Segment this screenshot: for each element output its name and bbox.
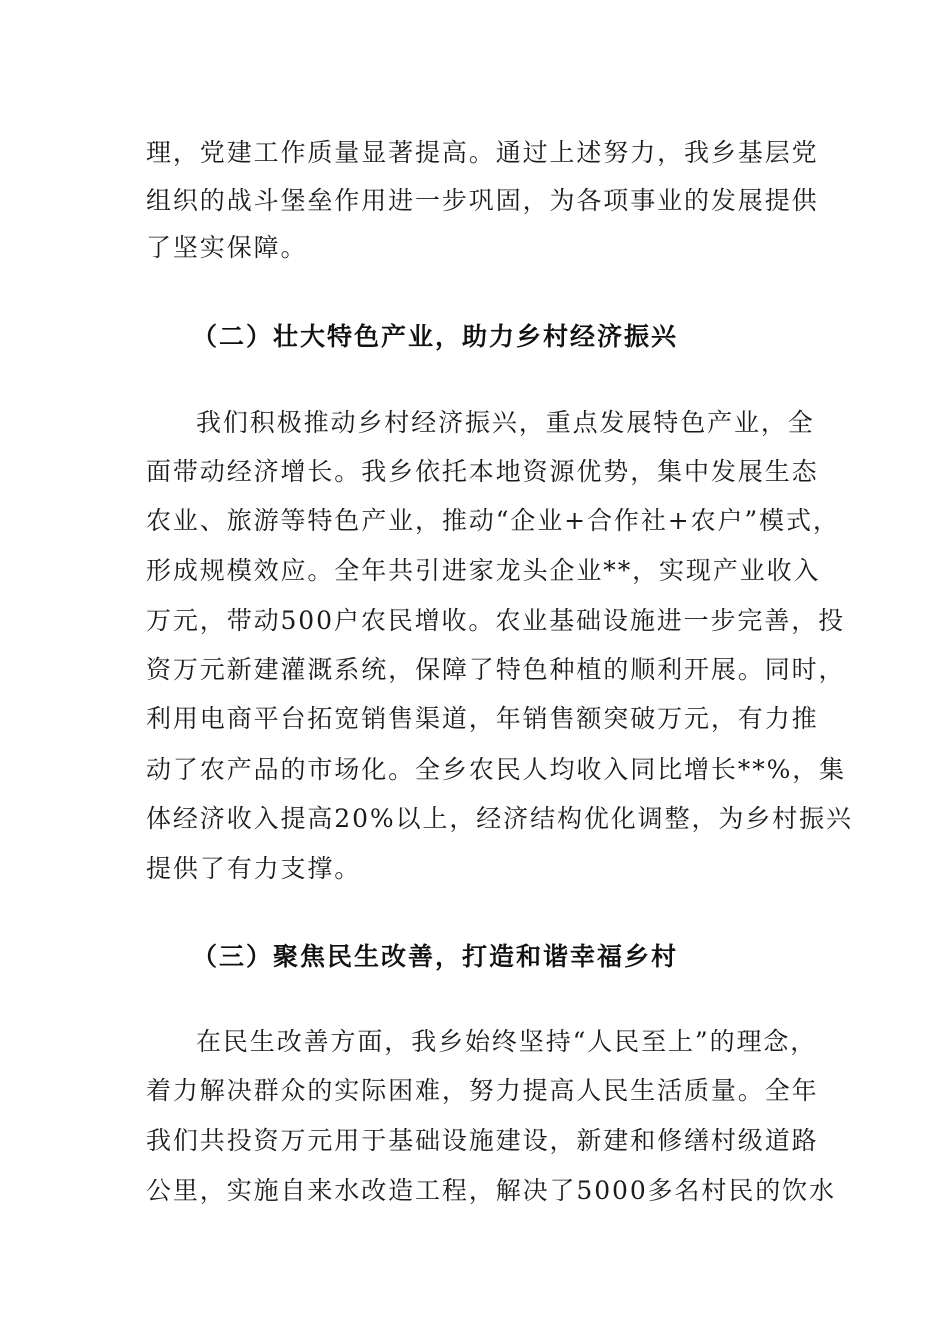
paragraph-line: 着力解决群众的实际困难，努力提高人民生活质量。全年 <box>146 1076 819 1105</box>
paragraph-line: 动了农产品的市场化。全乡农民人均收入同比增长**%，集 <box>146 755 847 784</box>
paragraph-line: 万元，带动500户农民增收。农业基础设施进一步完善，投 <box>146 606 846 635</box>
paragraph-line: 形成规模效应。全年共引进家龙头企业**，实现产业收入 <box>146 556 821 585</box>
section-heading: （三）聚焦民生改善，打造和谐幸福乡村 <box>192 942 679 971</box>
paragraph-line: 理，党建工作质量显著提高。通过上述努力，我乡基层党 <box>146 138 819 167</box>
paragraph-line: 在民生改善方面，我乡始终坚持“人民至上”的理念， <box>196 1027 818 1056</box>
paragraph-line: 提供了有力支撑。 <box>146 854 362 883</box>
paragraph-line: 资万元新建灌溉系统，保障了特色种植的顺利开展。同时， <box>146 655 846 684</box>
paragraph-line: 我们积极推动乡村经济振兴，重点发展特色产业，全 <box>196 408 815 437</box>
paragraph-line: 组织的战斗堡垒作用进一步巩固，为各项事业的发展提供 <box>146 186 819 215</box>
paragraph-line: 面带动经济增长。我乡依托本地资源优势，集中发展生态 <box>146 457 819 486</box>
paragraph-line: 体经济收入提高20%以上，经济结构优化调整，为乡村振兴 <box>146 804 853 833</box>
paragraph-line: 了坚实保障。 <box>146 233 308 262</box>
section-heading: （二）壮大特色产业，助力乡村经济振兴 <box>192 322 679 351</box>
paragraph-line: 公里，实施自来水改造工程，解决了5000多名村民的饮水 <box>146 1176 836 1205</box>
paragraph-line: 利用电商平台拓宽销售渠道，年销售额突破万元，有力推 <box>146 704 819 733</box>
paragraph-line: 农业、旅游等特色产业，推动“企业+合作社+农户”模式， <box>146 506 840 535</box>
paragraph-line: 我们共投资万元用于基础设施建设，新建和修缮村级道路 <box>146 1126 819 1155</box>
